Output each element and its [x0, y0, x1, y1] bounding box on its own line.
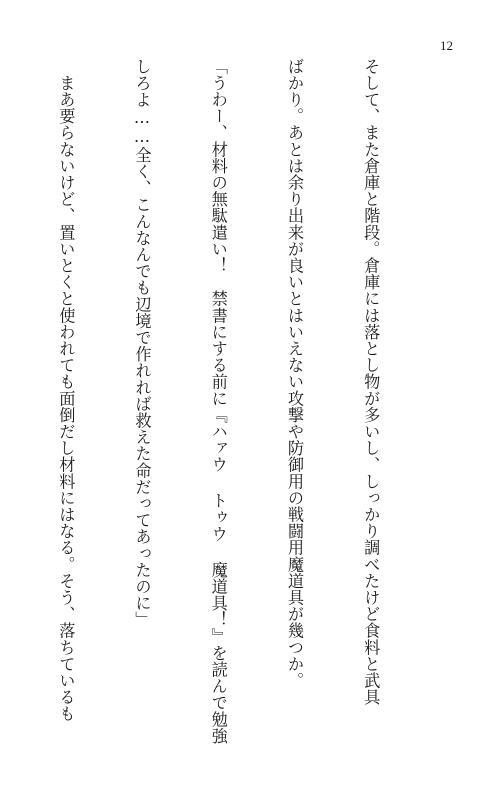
- text-line: [0, 58, 2, 678]
- text-line: 「うわー、材料の無駄遣い！ 禁書にする前に『ハァウ トゥウ 魔道具！』を読んで勉強: [208, 58, 228, 745]
- text-line: まあ要らないけど、置いとくと使われても面倒だし材料にはなる。そう、落ちているも: [56, 58, 76, 722]
- page-number: 12: [440, 38, 453, 53]
- text-line: しろよ……全く、こんなんでも辺境で作れれば救えた命だってあったのに」: [132, 58, 152, 628]
- text-line: そして、また倉庫と階段。倉庫には落とし物が多いし、しっかり調べたけど食料と武具: [361, 58, 381, 706]
- text-line: ばかり。あとは余り出来が良いとはいえない攻撃や防御用の戦闘用魔道具が幾つか。: [284, 58, 304, 689]
- body-text: [0, 58, 434, 745]
